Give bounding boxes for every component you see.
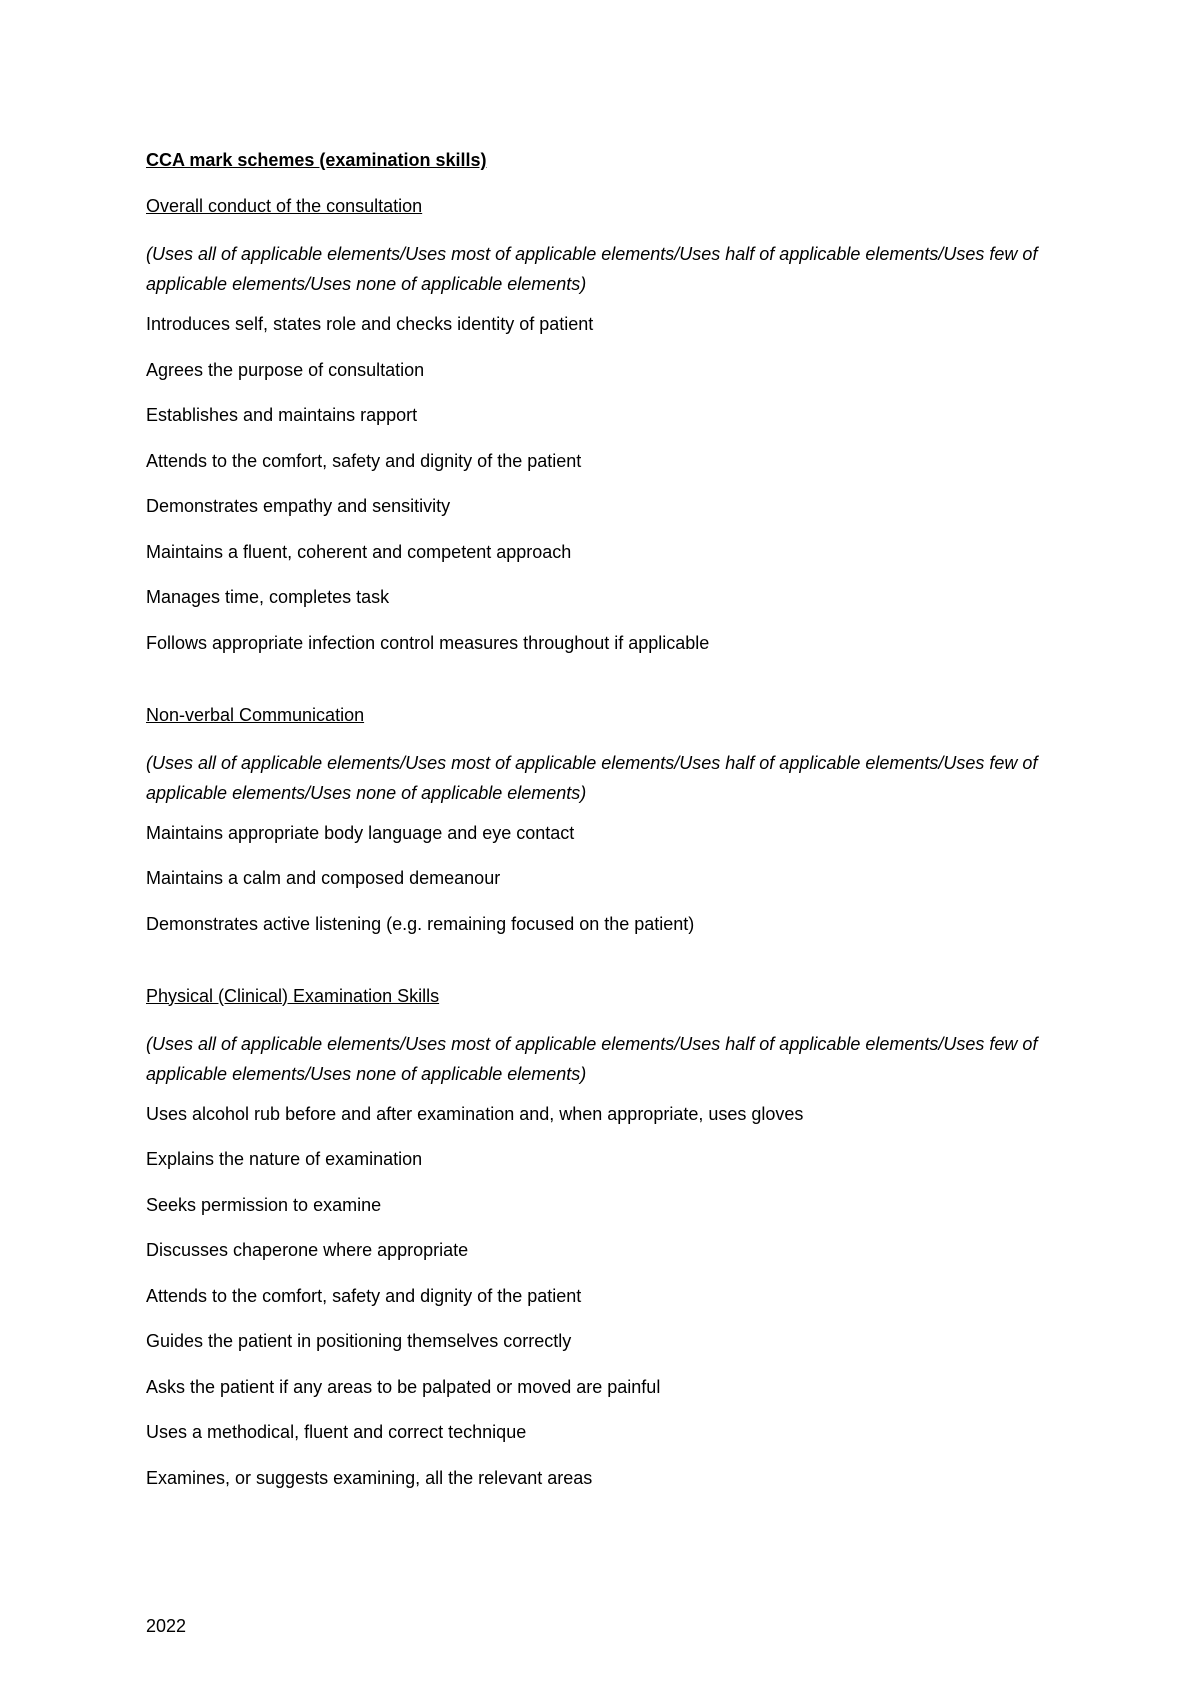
criterion-item: Agrees the purpose of consultation xyxy=(146,359,425,380)
marking-scale-note: (Uses all of applicable elements/Uses most of applicable elements/Uses half of applicable elements/Uses few of applicable elements/Uses none of applicable elements) xyxy=(146,244,1038,294)
criterion-item: Attends to the comfort, safety and dignity of the patient xyxy=(146,450,582,471)
criterion-item: Demonstrates active listening (e.g. remaining focused on the patient) xyxy=(146,913,695,934)
criterion-item: Asks the patient if any areas to be palpated or moved are painful xyxy=(146,1376,661,1397)
criterion-item: Examines, or suggests examining, all the relevant areas xyxy=(146,1467,593,1488)
criterion-item: Explains the nature of examination xyxy=(146,1149,423,1169)
document-page xyxy=(146,148,1046,1511)
footer-year: 2022 xyxy=(146,1616,187,1636)
criterion-item: Seeks permission to examine xyxy=(146,1194,382,1215)
criterion-item: Maintains a fluent, coherent and competent approach xyxy=(146,541,572,562)
section-heading: Overall conduct of the consultation xyxy=(146,196,423,216)
criterion-item: Uses alcohol rub before and after examination and, when appropriate, uses gloves xyxy=(146,1103,804,1124)
criterion-item: Establishes and maintains rapport xyxy=(146,405,418,425)
marking-scale-note: (Uses all of applicable elements/Uses most of applicable elements/Uses half of applicable elements/Uses few of applicable elements/Uses none of applicable elements) xyxy=(146,752,1038,803)
criterion-item: Guides the patient in positioning themselves correctly xyxy=(146,1331,572,1351)
criterion-item: Uses a methodical, fluent and correct technique xyxy=(146,1422,527,1442)
criterion-item: Attends to the comfort, safety and dignity of the patient xyxy=(146,1285,582,1306)
criterion-item: Manages time, completes task xyxy=(146,587,390,607)
section-non-verbal-communication xyxy=(146,703,1046,936)
criteria-list xyxy=(146,312,1046,655)
criterion-item: Maintains a calm and composed demeanour xyxy=(146,868,501,888)
marking-scale-note: (Uses all of applicable elements/Uses most of applicable elements/Uses half of applicable elements/Uses few of applicable elements/Uses none of applicable elements) xyxy=(146,1033,1038,1084)
section-heading: Physical (Clinical) Examination Skills xyxy=(146,985,440,1006)
criteria-list xyxy=(146,1102,1046,1490)
criterion-item: Discusses chaperone where appropriate xyxy=(146,1240,469,1260)
section-heading: Non-verbal Communication xyxy=(146,704,365,725)
criterion-item: Maintains appropriate body language and eye contact xyxy=(146,822,575,843)
criterion-item: Demonstrates empathy and sensitivity xyxy=(146,496,451,516)
criterion-item: Introduces self, states role and checks identity of patient xyxy=(146,314,594,334)
section-overall-conduct xyxy=(146,194,1046,655)
section-physical-examination-skills xyxy=(146,984,1046,1490)
criteria-list xyxy=(146,821,1046,936)
document-title: CCA mark schemes (examination skills) xyxy=(146,150,487,170)
criterion-item: Follows appropriate infection control measures throughout if applicable xyxy=(146,632,710,653)
